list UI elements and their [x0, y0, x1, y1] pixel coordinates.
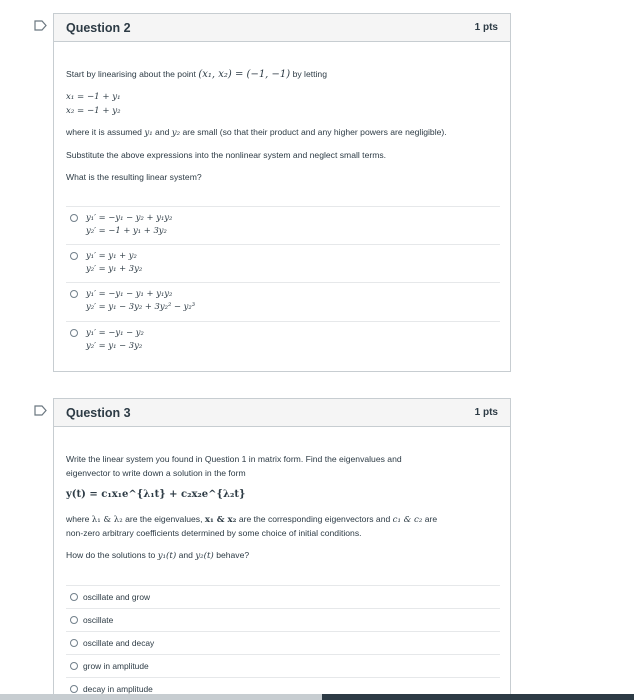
flag-question-icon[interactable] [34, 405, 47, 416]
substitution-x1: x₁ = −1 + y₁ [66, 92, 121, 102]
radio-button[interactable] [70, 616, 78, 624]
question-3-header [54, 399, 510, 427]
question-2-card [53, 13, 511, 372]
scrollbar-track [0, 694, 322, 700]
intro-line-1: Write the linear system you found in Question 1 in matrix form. Find the eigenvalues and [66, 454, 402, 464]
radio-button[interactable] [70, 639, 78, 647]
radio-button[interactable] [70, 593, 78, 601]
radio-button[interactable] [70, 662, 78, 670]
question-title: Question 3 [66, 405, 131, 420]
question-points: 1 pts [474, 22, 498, 33]
substitution-x2: x₂ = −1 + y₂ [66, 106, 121, 116]
question-title: Question 2 [66, 20, 131, 35]
answer-option-2[interactable]: oscillate [66, 608, 500, 631]
question-prompt: What is the resulting linear system? [66, 172, 202, 182]
radio-button[interactable] [70, 252, 78, 260]
where-line: where λ₁ & λ₂ are the eigenvalues, x₁ & x₂ are the corresponding eigenvectors and c₁ & c₂ are [66, 514, 438, 525]
flag-question-icon[interactable] [34, 20, 47, 31]
question-points: 1 pts [474, 407, 498, 418]
answer-option-5[interactable]: decay in amplitude [66, 677, 500, 700]
answer-option-3[interactable]: y₁′ = −y₁ − y₁ + y₁y₂ y₂′ = y₁ − 3y₂ + 3y₂² − y₂³ [66, 282, 500, 320]
substitute-instruction: Substitute the above expressions into the nonlinear system and neglect small terms. [66, 150, 387, 160]
nonzero-line: non-zero arbitrary coefficients determined by some choice of initial conditions. [66, 528, 362, 538]
answer-option-4[interactable]: grow in amplitude [66, 654, 500, 677]
answer-option-2[interactable]: y₁′ = y₁ + y₂ y₂′ = y₁ + 3y₂ [66, 244, 500, 282]
radio-button[interactable] [70, 290, 78, 298]
answer-option-3[interactable]: oscillate and decay [66, 631, 500, 654]
intro-line-2: eigenvector to write down a solution in the form [66, 468, 246, 478]
linearisation-point: (x₁, x₂) = (−1, −1) [198, 69, 291, 80]
intro-line: Start by linearising about the point (x₁, x₂) = (−1, −1) by letting [66, 69, 327, 80]
bottom-scrollbar[interactable] [0, 694, 634, 700]
radio-button[interactable] [70, 685, 78, 693]
question-prompt: How do the solutions to y₁(t) and y₂(t) behave? [66, 550, 250, 561]
answer-option-1[interactable]: y₁′ = −y₁ − y₂ + y₁y₂ y₂′ = −1 + y₁ + 3y₂ [66, 206, 500, 244]
solution-formula: y(t) = c₁x₁e^{λ₁t} + c₂x₂e^{λ₂t} [66, 489, 246, 500]
assumption-line: where it is assumed y₁ and y₂ are small (so that their product and any higher powers are negligible). [66, 127, 447, 138]
radio-button[interactable] [70, 329, 78, 337]
answer-option-1[interactable]: oscillate and grow [66, 585, 500, 608]
answer-option-4[interactable]: y₁′ = −y₁ − y₂ y₂′ = y₁ − 3y₂ [66, 321, 500, 361]
question-2-header [54, 14, 510, 42]
scrollbar-thumb[interactable] [322, 694, 634, 700]
radio-button[interactable] [70, 214, 78, 222]
question-3-card [53, 398, 511, 700]
